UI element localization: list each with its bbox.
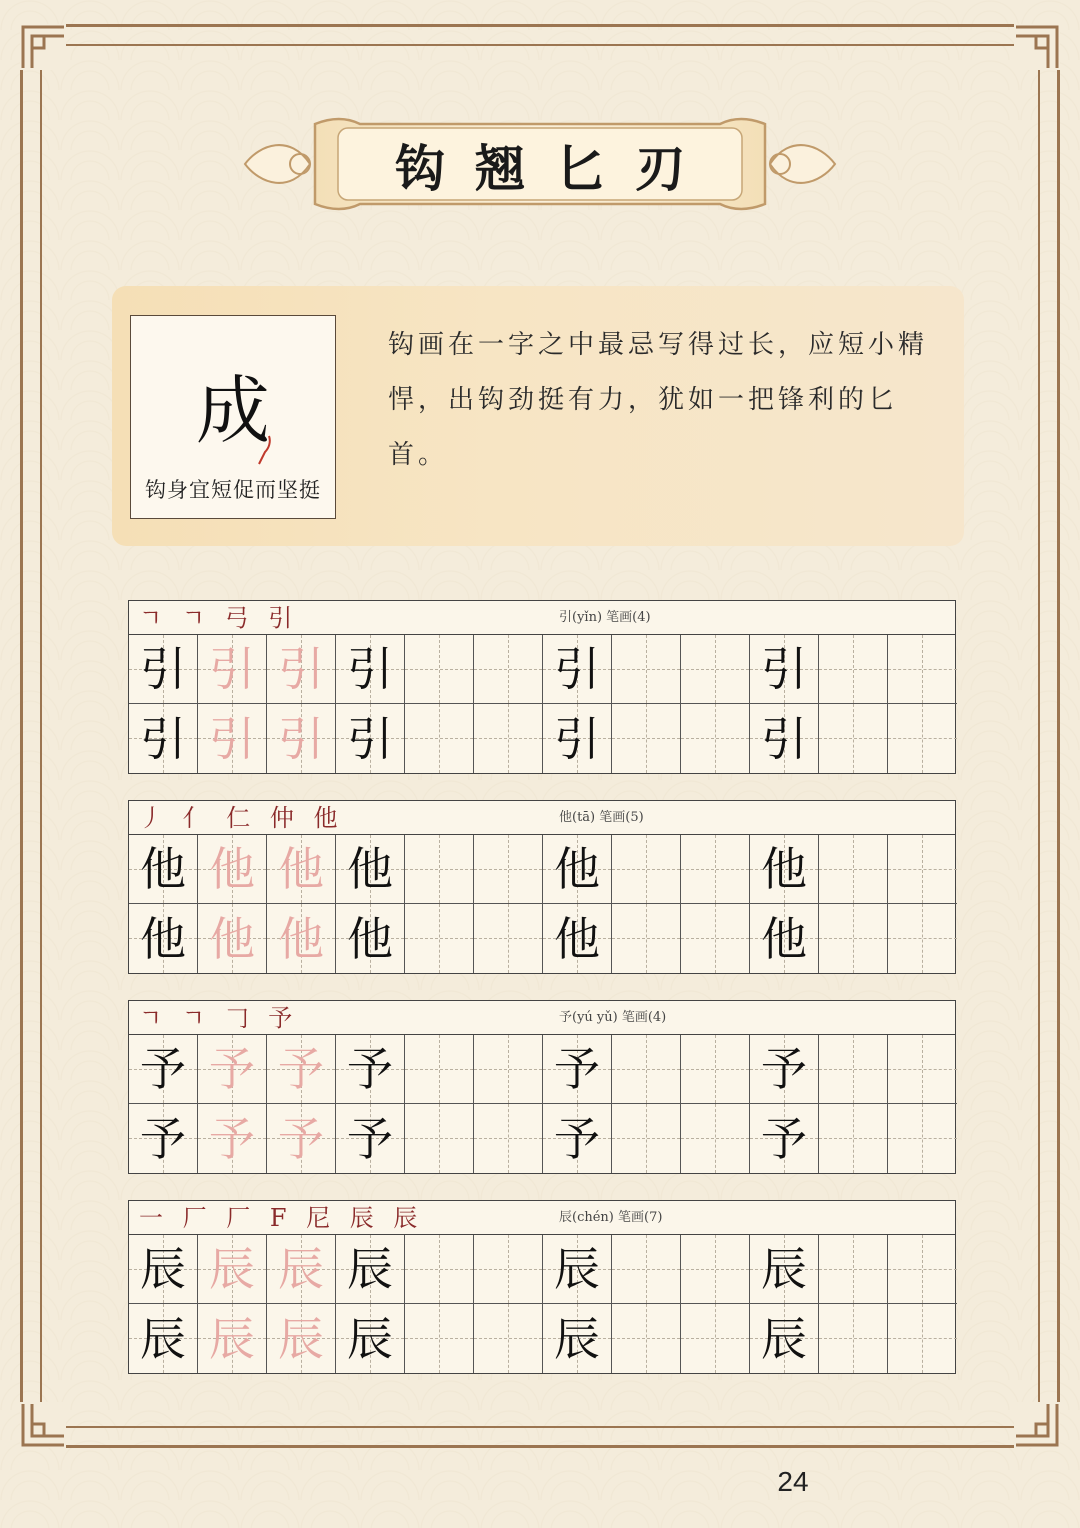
- trace-character: 引: [278, 642, 324, 696]
- stroke-order: 一 厂 厂 F 尼 辰 辰: [139, 1204, 424, 1232]
- trace-character: 他: [209, 842, 255, 896]
- grid-cell: [267, 704, 336, 773]
- grid-cell: [405, 904, 474, 973]
- trace-character: 辰: [209, 1311, 255, 1366]
- grid-cell: [336, 1035, 405, 1104]
- grid-cell: [336, 904, 405, 973]
- grid-cell: [888, 1104, 957, 1173]
- grid-cell: [681, 904, 750, 973]
- grid-cell: [129, 1304, 198, 1373]
- grid-cell: [819, 1304, 888, 1373]
- grid-cell: [474, 835, 543, 904]
- grid-cell: [129, 635, 198, 704]
- trace-character: 引: [209, 642, 255, 696]
- model-character: 辰: [554, 1311, 600, 1366]
- grid-cell: [129, 1104, 198, 1173]
- grid-cell: [612, 1035, 681, 1104]
- practice-grid: [129, 635, 955, 773]
- model-character: 予: [554, 1042, 600, 1096]
- grid-cell: [750, 904, 819, 973]
- trace-character: 予: [278, 1042, 324, 1096]
- grid-cell: [267, 1235, 336, 1304]
- grid-cell: [543, 704, 612, 773]
- grid-cell: [336, 635, 405, 704]
- intro-text: 钩画在一字之中最忌写得过长，应短小精悍，出钩劲挺有力，犹如一把锋利的匕首。: [388, 330, 929, 470]
- trace-character: 予: [209, 1111, 255, 1166]
- practice-grid: [129, 1235, 955, 1373]
- grid-cell: [819, 1035, 888, 1104]
- grid-cell: [405, 1304, 474, 1373]
- grid-cell: [819, 1104, 888, 1173]
- model-character: 引: [761, 711, 807, 766]
- grid-cell: [543, 1235, 612, 1304]
- stroke-order: ㄱ ㄱ 弓 引: [139, 604, 299, 632]
- grid-cell: [405, 635, 474, 704]
- grid-cell: [681, 1304, 750, 1373]
- grid-cell: [888, 1035, 957, 1104]
- grid-cell: [681, 1035, 750, 1104]
- grid-cell: [198, 704, 267, 773]
- trace-character: 辰: [278, 1311, 324, 1366]
- corner-ornament-bottom-left: [20, 1402, 66, 1448]
- grid-cell: [474, 704, 543, 773]
- model-character: 辰: [347, 1242, 393, 1296]
- grid-cell: [198, 1304, 267, 1373]
- grid-cell: [198, 904, 267, 973]
- grid-cell: [474, 1235, 543, 1304]
- grid-cell: [267, 904, 336, 973]
- model-character: 辰: [140, 1311, 186, 1366]
- model-character: 予: [761, 1042, 807, 1096]
- example-caption: 钩身宜短促而坚挺: [145, 478, 321, 502]
- grid-cell: [129, 704, 198, 773]
- grid-cell: [198, 635, 267, 704]
- stroke-order-header: [129, 601, 955, 635]
- model-character: 予: [140, 1111, 186, 1166]
- grid-cell: [612, 835, 681, 904]
- grid-cell: [681, 635, 750, 704]
- grid-cell: [543, 635, 612, 704]
- model-character: 他: [140, 911, 186, 966]
- grid-cell: [267, 1104, 336, 1173]
- stroke-order-header: [129, 1201, 955, 1235]
- practice-sheet: [128, 1200, 956, 1374]
- practice-grid: [129, 1035, 955, 1173]
- practice-sheet: [128, 800, 956, 974]
- grid-cell: [888, 1235, 957, 1304]
- trace-character: 他: [278, 911, 324, 966]
- grid-cell: [612, 704, 681, 773]
- grid-cell: [474, 1035, 543, 1104]
- model-character: 引: [347, 711, 393, 766]
- example-box: [130, 315, 336, 519]
- grid-cell: [198, 1035, 267, 1104]
- page-number: 24: [777, 1466, 809, 1497]
- grid-cell: [681, 1104, 750, 1173]
- grid-cell: [405, 835, 474, 904]
- model-character: 辰: [554, 1242, 600, 1296]
- grid-cell: [750, 835, 819, 904]
- trace-character: 予: [278, 1111, 324, 1166]
- grid-cell: [267, 1035, 336, 1104]
- model-character: 予: [347, 1111, 393, 1166]
- grid-cell: [819, 635, 888, 704]
- grid-cell: [888, 835, 957, 904]
- character-info: 予(yú yǔ) 笔画(4): [559, 1010, 667, 1025]
- grid-cell: [198, 835, 267, 904]
- model-character: 他: [140, 842, 186, 896]
- character-info: 引(yǐn) 笔画(4): [559, 610, 651, 625]
- stroke-order-header: [129, 801, 955, 835]
- grid-cell: [543, 1104, 612, 1173]
- character-info: 辰(chén) 笔画(7): [559, 1210, 663, 1225]
- model-character: 他: [761, 842, 807, 896]
- model-character: 引: [554, 711, 600, 766]
- grid-cell: [888, 904, 957, 973]
- stroke-order: 丿 亻 仁 仲 他: [139, 804, 344, 832]
- grid-cell: [474, 904, 543, 973]
- grid-cell: [681, 835, 750, 904]
- grid-cell: [405, 704, 474, 773]
- corner-ornament-top-right: [1014, 24, 1060, 70]
- grid-cell: [888, 1304, 957, 1373]
- grid-cell: [474, 1104, 543, 1173]
- page-title: 钩翘匕刃: [395, 139, 715, 198]
- grid-cell: [750, 1304, 819, 1373]
- grid-cell: [267, 635, 336, 704]
- grid-cell: [336, 1304, 405, 1373]
- grid-cell: [543, 1035, 612, 1104]
- grid-cell: [681, 1235, 750, 1304]
- grid-cell: [543, 904, 612, 973]
- grid-cell: [750, 635, 819, 704]
- grid-cell: [129, 1035, 198, 1104]
- practice-grid: [129, 835, 955, 973]
- grid-cell: [750, 1235, 819, 1304]
- corner-ornament-bottom-right: [1014, 1402, 1060, 1448]
- practice-sheet: [128, 600, 956, 774]
- grid-cell: [474, 635, 543, 704]
- grid-cell: [888, 635, 957, 704]
- grid-cell: [336, 835, 405, 904]
- model-character: 予: [554, 1111, 600, 1166]
- model-character: 辰: [761, 1242, 807, 1296]
- grid-cell: [405, 1235, 474, 1304]
- hook-stroke-highlight-icon: [247, 434, 277, 470]
- grid-cell: [888, 704, 957, 773]
- stroke-order: ㄱ ㄱ 𠃌 予: [139, 1004, 299, 1032]
- grid-cell: [612, 635, 681, 704]
- model-character: 引: [140, 711, 186, 766]
- model-character: 辰: [140, 1242, 186, 1296]
- model-character: 引: [140, 642, 186, 696]
- trace-character: 辰: [209, 1242, 255, 1296]
- trace-character: 予: [209, 1042, 255, 1096]
- trace-character: 辰: [278, 1242, 324, 1296]
- model-character: 引: [554, 642, 600, 696]
- grid-cell: [819, 835, 888, 904]
- model-character: 辰: [347, 1311, 393, 1366]
- grid-cell: [819, 1235, 888, 1304]
- grid-cell: [543, 835, 612, 904]
- grid-cell: [750, 704, 819, 773]
- model-character: 他: [347, 842, 393, 896]
- grid-cell: [819, 904, 888, 973]
- grid-cell: [681, 704, 750, 773]
- trace-character: 引: [209, 711, 255, 766]
- trace-character: 他: [278, 842, 324, 896]
- grid-cell: [750, 1035, 819, 1104]
- stroke-order-header: [129, 1001, 955, 1035]
- model-character: 引: [761, 642, 807, 696]
- corner-ornament-top-left: [20, 24, 66, 70]
- grid-cell: [612, 904, 681, 973]
- practice-sheet: [128, 1000, 956, 1174]
- grid-cell: [474, 1304, 543, 1373]
- example-character: 成: [196, 368, 270, 454]
- grid-cell: [336, 704, 405, 773]
- model-character: 予: [347, 1042, 393, 1096]
- model-character: 他: [347, 911, 393, 966]
- grid-cell: [336, 1104, 405, 1173]
- model-character: 引: [347, 642, 393, 696]
- grid-cell: [129, 904, 198, 973]
- grid-cell: [612, 1235, 681, 1304]
- model-character: 他: [761, 911, 807, 966]
- model-character: 他: [554, 911, 600, 966]
- grid-cell: [267, 1304, 336, 1373]
- model-character: 辰: [761, 1311, 807, 1366]
- grid-cell: [336, 1235, 405, 1304]
- grid-cell: [267, 835, 336, 904]
- grid-cell: [405, 1035, 474, 1104]
- grid-cell: [129, 1235, 198, 1304]
- grid-cell: [198, 1104, 267, 1173]
- grid-cell: [612, 1304, 681, 1373]
- grid-cell: [129, 835, 198, 904]
- model-character: 他: [554, 842, 600, 896]
- grid-cell: [405, 1104, 474, 1173]
- trace-character: 他: [209, 911, 255, 966]
- character-info: 他(tā) 笔画(5): [559, 810, 644, 825]
- trace-character: 引: [278, 711, 324, 766]
- model-character: 予: [140, 1042, 186, 1096]
- grid-cell: [612, 1104, 681, 1173]
- grid-cell: [543, 1304, 612, 1373]
- grid-cell: [198, 1235, 267, 1304]
- grid-cell: [819, 704, 888, 773]
- model-character: 予: [761, 1111, 807, 1166]
- grid-cell: [750, 1104, 819, 1173]
